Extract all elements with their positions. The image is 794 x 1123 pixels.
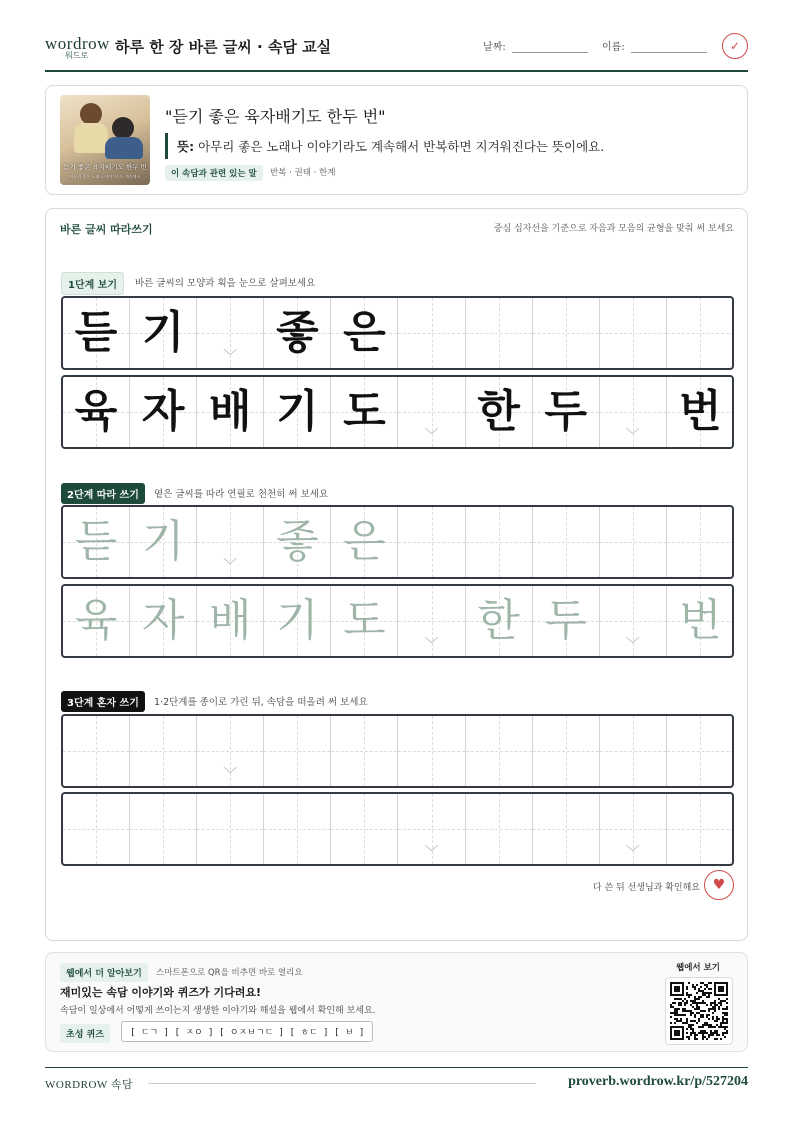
grid-cell (600, 298, 667, 368)
grid-cell[interactable] (600, 716, 667, 786)
grid-cell[interactable] (667, 794, 734, 864)
proverb-text: "듣기 좋은 육자배기도 한두 번" (165, 107, 386, 126)
stage2-desc: 옅은 글씨를 따라 연필로 천천히 써 보세요 (154, 489, 329, 500)
grid-char: 기 (141, 307, 185, 358)
meaning-label: 뜻: (177, 139, 195, 154)
grid-char: 은 (343, 516, 386, 567)
space-mark-icon: ﹀ (223, 558, 238, 574)
footer-url[interactable]: proverb.wordrow.kr/p/527204 (568, 1074, 748, 1089)
footer-divider (45, 1067, 748, 1068)
stage3-desc: 1·2단계를 종이로 가린 뒤, 속담을 떠올려 써 보세요 (154, 697, 368, 708)
grid-char: 듣 (74, 516, 118, 567)
grid-cell[interactable] (667, 586, 734, 656)
grid-cell[interactable] (398, 507, 465, 577)
grid-cell (63, 377, 130, 447)
grid-cell (466, 298, 533, 368)
date-field[interactable] (512, 52, 588, 53)
grid-cell[interactable] (533, 716, 600, 786)
grid-char: 한 (477, 595, 520, 646)
space-mark-icon: ﹀ (625, 845, 640, 861)
grid-char: 기 (276, 386, 319, 437)
illustration-caption: 듣기 좋은 육자배기도 한두 번 (63, 163, 147, 171)
grid-cell[interactable] (264, 586, 331, 656)
grid-cell[interactable] (63, 507, 130, 577)
grid-char: 배 (208, 386, 252, 437)
space-mark-icon: ﹀ (424, 637, 439, 653)
name-label: 이름: (602, 42, 625, 53)
date-label: 날짜: (483, 42, 506, 53)
grid-cell[interactable] (466, 507, 533, 577)
grid-char: 육 (74, 595, 118, 646)
grid-cell[interactable] (533, 507, 600, 577)
grid-char: 좋 (276, 516, 319, 567)
grid-cell[interactable] (197, 794, 264, 864)
grid-cell (63, 298, 130, 368)
proverb-card (45, 85, 748, 195)
grid-cell[interactable] (600, 586, 667, 656)
grid-cell[interactable] (533, 794, 600, 864)
grid-cell (667, 377, 734, 447)
grid-cell[interactable] (331, 586, 398, 656)
web-card (45, 952, 748, 1052)
grid-cell (398, 377, 465, 447)
grid-cell (667, 298, 734, 368)
stage1-row1 (61, 296, 734, 370)
stage1-tag: 1단계 보기 (61, 272, 124, 295)
footer-brand: WORDROW 속담 (45, 1079, 134, 1091)
grid-cell[interactable] (130, 716, 197, 786)
grid-cell (600, 377, 667, 447)
grid-char: 두 (544, 595, 587, 646)
grid-cell[interactable] (398, 586, 465, 656)
grid-cell[interactable] (264, 716, 331, 786)
stage2-row2[interactable] (61, 584, 734, 658)
qr-label: 웹에서 보기 (675, 963, 720, 973)
check-seal-icon: ✓ (722, 33, 748, 59)
quiz-box: [ ㄷㄱ ] [ ㅈㅇ ] [ ㅇㅈㅂㄱㄷ ] [ ㅎㄷ ] [ ㅂ ] (121, 1021, 373, 1042)
grid-cell (331, 298, 398, 368)
grid-char: 기 (276, 595, 319, 646)
done-note: 다 쓴 뒤 선생님과 확인해요 (592, 883, 700, 893)
grid-cell[interactable] (600, 794, 667, 864)
web-tag: 웹에서 더 알아보기 (60, 963, 148, 982)
illustration-subcaption: 아무리 좋은 노래나 이야기라도 계속해서 (69, 174, 141, 179)
grid-cell[interactable] (130, 586, 197, 656)
heart-seal-icon: ♥ (704, 870, 734, 900)
grid-char: 한 (477, 386, 520, 437)
practice-section (45, 208, 748, 941)
grid-cell (130, 298, 197, 368)
grid-cell (197, 298, 264, 368)
grid-cell (197, 377, 264, 447)
stage3-row1[interactable] (61, 714, 734, 788)
grid-char: 번 (679, 386, 722, 437)
grid-cell[interactable] (197, 716, 264, 786)
stage3-tag: 3단계 혼자 쓰기 (61, 691, 145, 712)
meaning-text: 아무리 좋은 노래나 이야기라도 계속해서 반복하면 지겨워진다는 뜻이에요. (198, 139, 605, 154)
grid-char: 도 (343, 595, 386, 646)
qr-code-icon (670, 982, 728, 1040)
qr-code[interactable] (665, 977, 733, 1045)
section-note: 중심 십자선을 기준으로 자음과 모음의 균형을 맞춰 써 보세요 (493, 224, 734, 234)
grid-char: 육 (74, 386, 118, 437)
grid-cell[interactable] (130, 507, 197, 577)
grid-char: 은 (343, 307, 386, 358)
logo-sub: 워드로 (65, 51, 89, 60)
grid-cell[interactable] (466, 794, 533, 864)
grid-cell[interactable] (331, 794, 398, 864)
grid-cell (264, 377, 331, 447)
space-mark-icon: ﹀ (223, 767, 238, 783)
proverb-illustration (60, 95, 150, 185)
grid-cell[interactable] (667, 716, 734, 786)
grid-char: 도 (343, 386, 386, 437)
grid-cell[interactable] (331, 507, 398, 577)
grid-cell (533, 298, 600, 368)
space-mark-icon: ﹀ (625, 637, 640, 653)
page-title: 하루 한 장 바른 글씨 · 속담 교실 (115, 38, 332, 56)
grid-cell[interactable] (63, 586, 130, 656)
grid-cell[interactable] (533, 586, 600, 656)
grid-cell[interactable] (264, 794, 331, 864)
grid-char: 번 (679, 595, 722, 646)
quiz-tag: 초성 퀴즈 (60, 1024, 110, 1043)
grid-cell (130, 377, 197, 447)
web-description: 속담이 일상에서 어떻게 쓰이는지 생생한 이야기와 해설을 웹에서 확인해 보세요. (60, 1006, 376, 1016)
grid-cell[interactable] (63, 794, 130, 864)
web-sub: 스마트폰으로 QR을 비추면 바로 열리요 (156, 968, 303, 978)
web-headline: 재미있는 속담 이야기와 퀴즈가 기다려요! (60, 986, 261, 999)
grid-cell[interactable] (667, 507, 734, 577)
section-title: 바른 글씨 따라쓰기 (60, 223, 153, 236)
meaning-box (165, 133, 604, 159)
stage1-desc: 바른 글씨의 모양과 획을 눈으로 살펴보세요 (135, 278, 316, 289)
space-mark-icon: ﹀ (223, 349, 238, 365)
grid-cell (264, 298, 331, 368)
grid-cell (398, 298, 465, 368)
grid-char: 두 (544, 386, 587, 437)
grid-cell[interactable] (398, 794, 465, 864)
grid-cell[interactable] (197, 507, 264, 577)
space-mark-icon: ﹀ (625, 428, 640, 444)
grid-cell[interactable] (63, 716, 130, 786)
stage3-row2[interactable] (61, 792, 734, 866)
grid-cell (466, 377, 533, 447)
space-mark-icon: ﹀ (424, 845, 439, 861)
name-field[interactable] (631, 52, 707, 53)
grid-cell[interactable] (331, 716, 398, 786)
grid-char: 배 (208, 595, 252, 646)
grid-char: 자 (141, 595, 185, 646)
grid-cell (533, 377, 600, 447)
grid-char: 듣 (74, 307, 118, 358)
footer-rule (148, 1083, 536, 1084)
grid-cell[interactable] (130, 794, 197, 864)
grid-cell (331, 377, 398, 447)
grid-cell[interactable] (398, 716, 465, 786)
related-tag: 이 속담과 관련 있는 말 (165, 165, 263, 181)
space-mark-icon: ﹀ (424, 428, 439, 444)
grid-cell[interactable] (264, 507, 331, 577)
stage1-row2 (61, 375, 734, 449)
stage2-row1[interactable] (61, 505, 734, 579)
stage2-tag: 2단계 따라 쓰기 (61, 483, 145, 504)
grid-cell[interactable] (600, 507, 667, 577)
grid-cell[interactable] (466, 716, 533, 786)
related-words: 반복 · 권태 · 한계 (270, 168, 336, 178)
grid-char: 기 (141, 516, 185, 567)
grid-char: 자 (141, 386, 185, 437)
page-header (45, 30, 748, 72)
grid-cell[interactable] (466, 586, 533, 656)
logo: wordrow (45, 34, 110, 53)
grid-char: 좋 (276, 307, 319, 358)
grid-cell[interactable] (197, 586, 264, 656)
